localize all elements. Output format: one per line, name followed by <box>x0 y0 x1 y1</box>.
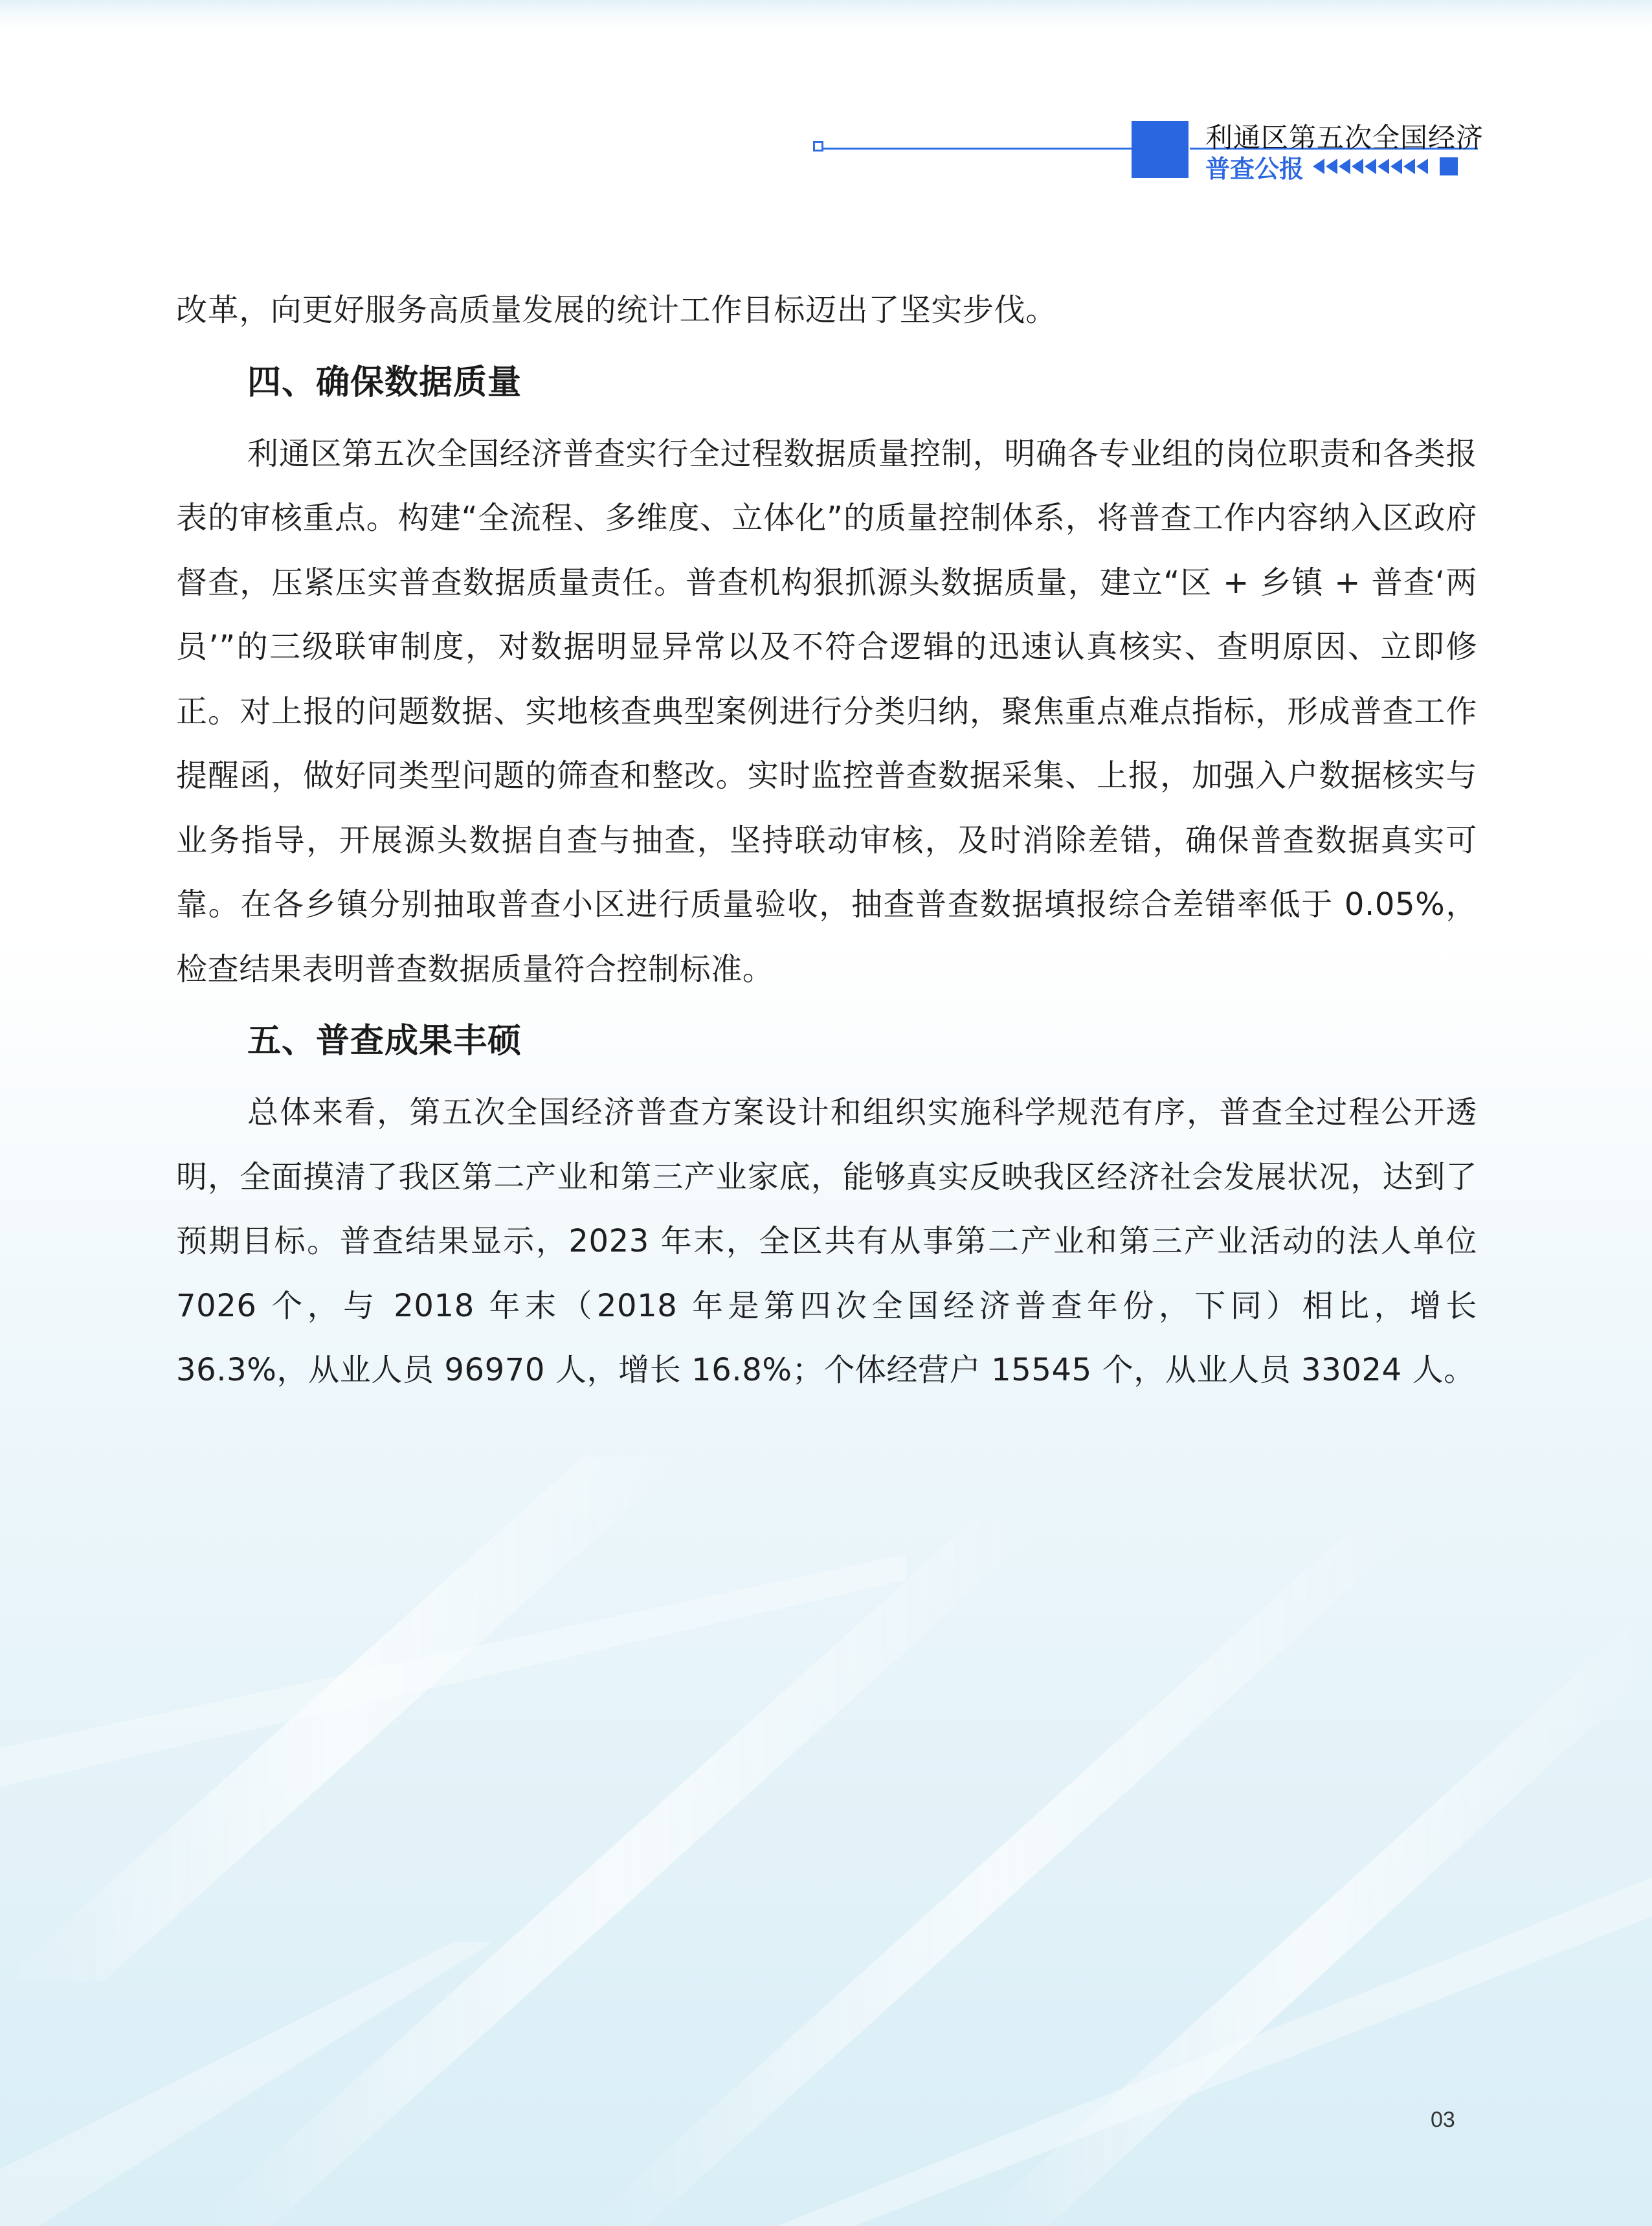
section-heading-data-quality: 四、确保数据质量 <box>247 363 522 402</box>
continuation-paragraph: 改革，向更好服务高质量发展的统计工作目标迈出了坚实步伐。 <box>176 292 1057 328</box>
header-rule-left <box>822 148 1133 150</box>
header-title: 利通区第五次全国经济 <box>1205 122 1484 153</box>
header-small-square-icon <box>813 141 823 152</box>
header-subtitle: 普查公报 <box>1205 154 1304 183</box>
page-header <box>0 0 1652 194</box>
header-subtitle-row <box>1205 150 1458 183</box>
header-end-square-icon <box>1440 157 1458 175</box>
section-paragraph-data-quality: 利通区第五次全国经济普查实行全过程数据质量控制，明确各专业组的岗位职责和各类报表的审核重点。构建“全流程、多维度、立体化”的质量控制体系，将普查工作内容纳入区政府督查，压紧压实普查数据质量责任。普查机构狠抓源头数据质量，建立“区 + 乡镇 + 普查‘两员’”的三级联审制度，对数据明显异常以及不符合逻辑的迅速认真核实、查明原因、立即修正。对上报的问题数据、实地核查典型案例进行分类归纳，聚焦重点难点指标，形成普查工作提醒函，做好同类型问题的筛查和整改。实时监控普查数据采集、上报，加强入户数据核实与业务指导，开展源头数据自查与抽查，坚持联动审核，及时消除差错，确保普查数据真实可靠。在各乡镇分别抽取普查小区进行质量验收，抽查普查数据填报综合差错率低于 0.05%，检查结果表明普查数据质量符合控制标准。 <box>176 435 1477 987</box>
header-blue-block <box>1132 121 1189 178</box>
page-content <box>176 278 1477 1403</box>
section-paragraph-results: 总体来看，第五次全国经济普查方案设计和组织实施科学规范有序，普查全过程公开透明，全面摸清了我区第二产业和第三产业家底，能够真实反映我区经济社会发展状况，达到了预期目标。普查结果显示，2023 年末，全区共有从事第二产业和第三产业活动的法人单位 7026 个，与 2018 年末（2018 年是第四次全国经济普查年份，下同）相比，增长 36.3%，从业人员 96970 人，增长 16.8%；个体经营户 15545 个，从业人员 33024 人。 <box>176 1094 1477 1388</box>
section-heading-results: 五、普查成果丰硕 <box>247 1022 522 1061</box>
page-number: 03 <box>1431 2108 1455 2132</box>
header-arrows-icon <box>1313 157 1431 176</box>
